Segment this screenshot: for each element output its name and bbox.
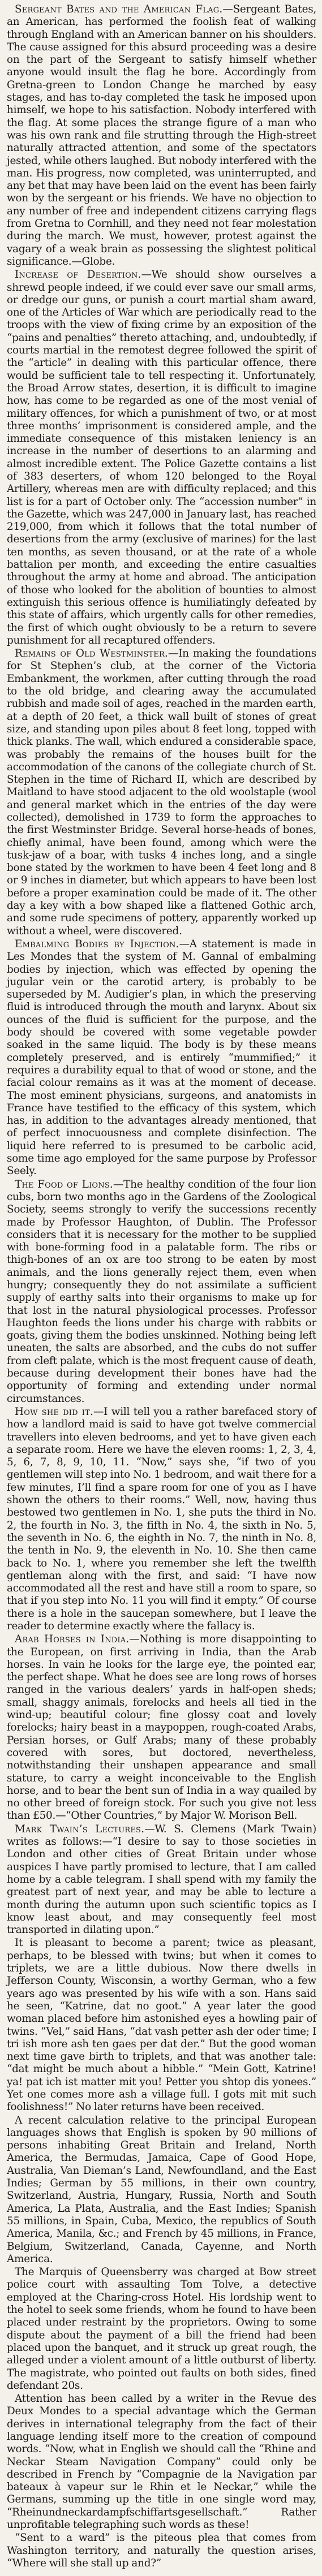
article-body: —I will tell you a rather barefaced story of how a landlord maid is said to have got twelve commercial travellers into eleven bedrooms, and yet to have given each a separate room. Here we have the eleven rooms: 1, 2, 3, 4, 5, 6, 7, 8, 9, 10, 11. “Now,” says she, “if two of you gentlemen will step into No. 1 bedroom, and wait there for a few minutes, I’ll find a spare room for one of you as I have shown the others to their rooms.” Well, now, having thus bestowed two gentlemen in No. 1, she puts the third in No. 2, the fourth in No. 3, the fifth in No. 4, the sixth in No. 5, the seventh in No. 6, the eighth in No. 7, the ninth in No. 8, the tenth in No. 9, the eleventh in No. 10. She then came back to No. 1, where you remember she left the twelfth gentleman along with the first, and said: “I have now accommodated all the rest and have still a room to spare, so that if you step into No. 11 you will find it empty.” Of course there is a hole in the saucepan somewhere, but I leave the reader to determine exactly where the fallacy is. [7, 1405, 316, 1632]
article-remains-of-old-westminster [7, 648, 316, 938]
article-body: —A statement is made in Les Mondes that the system of M. Gannal of embalming bodies by injection, which was effected by opening the jugular vein or the carotid artery, is probably to be superseded by M. Audigier’s plan, in which the preserving fluid is introduced through the mouth and larynx. About six ounces of the fluid is sufficient for the purpose, and the body should be covered with some vegetable powder soaked in the same liquid. The body is by these means completely preserved, and is entirely “mummified;” it requires a durability equal to that of wood or stone, and the facial colour remains as it was at the moment of decease. The most eminent physicians, surgeons, and anatomists in France have testified to the efficacy of this system, which has, in addition to the advantages already mentioned, that of perfect innocuousness and complete disinfection. The liquid here referred to is presumed to be carbolic acid, some time ago employed for the same purpose by Professor Seely. [7, 938, 316, 1177]
article-body: —W. S. Clemens (Mark Twain) writes as follows:—“I desire to say to those societies in London and other cities of Great Britain under whose auspices I have partly promised to lecture, that I am called home by a cable telegram. I shall spend with my family the greatest part of next year, and may be able to lecture a month during the autumn upon such scientific topics as I know least about, and may consequently feel most transported in dilating upon.” [7, 1823, 316, 1936]
article-heading: Increase of Desertion. [15, 269, 141, 281]
article-heading: Remains of Old Westminster. [15, 648, 169, 660]
article-body: —The healthy condition of the four lion cubs, born two months ago in the Gardens of the Zoological Society, seems strongly to verify the successions recently made by Professor Haughton, of Dublin. The Professor considers that it is necessary for the mother to be supplied with bone-forming food in a palatable form. The ribs or thigh-bones of an ox are too strong to be eaten by most animals, and the lions generally reject them, even when hungry; consequently they do not assimilate a sufficient supply of earthy salts into their organisms to make up for that lost in the natural physiological processes. Professor Haughton feeds the lions under his charge with rabbits or goats, giving them the bodies unskinned. Nothing being left uneaten, the salts are absorbed, and the cubs do not suffer from cleft palate, which is the most frequent cause of death, because during development their bones have had the opportunity of forming and extending under normal circumstances. [7, 1178, 316, 1405]
article-food-of-lions [7, 1179, 316, 1405]
article-heading: How she did it. [15, 1405, 93, 1418]
article-arab-horses [7, 1633, 316, 1822]
article-heading: Sergeant Bates and the American Flag. [15, 3, 223, 15]
article-mark-twain-lectures [7, 1823, 316, 1937]
article-heading: Arab Horses in India. [15, 1633, 130, 1646]
article-body: A recent calculation relative to the principal European languages shows that English is spoken by 90 millions of persons inhabiting Great Britain and Ireland, North America, the Bermudas, Jamaica, Cape of Good Hope, Australia, Van Dieman’s Land, Newfoundland, and the East Indies; German by 55 millions, in their own country, Switzerland, Austria, Hungary, Russia, North and South America, La Plata, Australia, and the East Indies; Spanish 55 millions, in Spain, Cuba, Mexico, the republics of South America, Manila, &c.; and French by 45 millions, in France, Belgium, Switzerland, Canada, Cayenne, and North America. [7, 2114, 316, 2265]
article-body: Attention has been called by a writer in the Revue des Deux Mondes to a special advantage which the German derives in international telegraphy from the fact of their language lending itself more to the creation of compound words. “Now, what in English we should call the “Rhine and Neckar Steam Navigation Company” could only be described in French by “Compagnie de la Navigation par bateaux à vapeur sur le Rhin et le Neckar,” while the Germans, summing up the title in one single word may, “Rheinundneckardampfschiffartsgesellschaft.” Rather unprofitable telegraphing such words as these! [7, 2393, 316, 2531]
article-heading: Embalming Bodies by Injection. [15, 938, 179, 950]
article-body: The Marquis of Queensberry was charged at Bow street police court with assaulting Tom Tolve, a detective employed at the Charing-cross Hotel. His lordship went to the hotel to seek some friends, whom he found to have been placed under restraint by the proprietors. Owing to some dispute about the payment of a bill the friend had been placed upon the banquet, and it struck up great rough, the alleged under a violent amount of a little outburst of liberty. The magistrate, who pointed out faults on both sides, fined defendant 20s. [7, 2266, 316, 2392]
article-increase-of-desertion [7, 269, 316, 647]
article-body: —Sergeant Bates, an American, has performed the foolish feat of walking through England with an American banner on his shoulders. The cause assigned for this absurd proceeding was a desire on the part of the Sergeant to satisfy himself whether anyone would insult the flag he bore. Accordingly from Gretna-green to London Change he marched by easy stages, and has to-day completed the task he imposed upon himself, we hope to his satisfaction. Nobody interfered with the flag. At some places the strange figure of a man who was his own rank and file strutting through the High-street naturally attracted attention, and some of the spectators jested, while others laughed. But nobody interfered with the man. His progress, now completed, was uninterrupted, and any bet that may have been laid on the event has been fairly won by the sergeant or his friends. We have no objection to any number of free and independent citizens carrying flags from Gretna to Cornhill, and they need not fear molestation during the march. We must, however, protest against the vagary of a weak brain as possessing the slightest political significance.—Globe. [7, 3, 317, 267]
article-triplets [7, 1937, 316, 2113]
article-how-she-did-it [7, 1406, 316, 1633]
article-marquis-of-queensberry [7, 2266, 316, 2392]
article-embalming-bodies [7, 938, 316, 1178]
article-washington-territory [7, 2532, 316, 2570]
article-body: —We should show ourselves a shrewd people indeed, if we could ever save our small arms, or dredge our guns, or punish a court martial sham award, one of the Articles of War which are periodically read to the troops with the view of fixing crime by an exposition of the “pains and penalties” thereto attaching, and, undoubtedly, if courts martial in the remotest degree followed the spirit of the “article” in dealing with this particular offence, there would be sufficient tale to tell respecting it. Unfortunately, the Broad Arrow states, desertion, it is difficult to imagine how, has come to be regarded as one of the most venial of military offences, for which a punishment of two, or at most three months’ imprisonment is considered ample, and the immediate consequence of this mistaken leniency is an increase in the number of desertions to an alarming and almost incredible extent. The Police Gazette contains a list of 383 deserters, of whom 120 belonged to the Royal Artillery, whereas men are with difficulty replaced; and this list is for a part of October only. The “accession number” in the Gazette, which was 247,000 in January last, has reached 219,000, from which it follows that the total number of desertions from the army (exclusive of marines) for the last ten months, as seven thousand, or at the rate of a whole battalion per month, and exceeding the entire casualties throughout the army at home and abroad. The anticipation of those who looked for the abolition of bounties to almost extinguish this serious offence is humiliatingly defeated by this state of affairs, which urgently calls for other remedies, the first of which ought obviously to be a return to severe punishment for all recaptured offenders. [7, 269, 316, 646]
article-german-telegraphy [7, 2393, 316, 2531]
article-european-languages [7, 2115, 316, 2266]
article-body: —In making the foundations for St Stephen’s club, at the corner of the Victoria Embankment, the workmen, after cutting through the road to the old bridge, and clearing away the accumulated rubbish and made soil of ages, reached in the marden earth, at a depth of 20 feet, a thick wall built of stones of great size, and standing upon piles about 8 feet long, topped with thick planks. The wall, which endured a considerable space, was probably the remains of the houses built for the accommodation of the canons of the collegiate church of St. Stephen in the time of Richard II, which are described by Maitland to have stood adjacent to the old woolstaple (wool and general market which in the entries of the day were collected), demolished in 1739 to form the approaches to the first Westminster Bridge. Several horse-heads of bones, chiefly animal, have been found, among which were the tusk-jaw of a boar, with tusks 4 inches long, and a single bone stated by the workmen to have been 4 feet long and 8 or 9 inches in diameter, but which appears to have been lost before a proper examination could be made of it. The other day a key with a bow shaped like a flattened Gothic arch, and some rude specimens of pottery, apparently worked up without a wheel, were discovered. [7, 648, 316, 937]
article-body: —Nothing is more disappointing to the European, on first arriving in India, than the Arab horses. In vain he looks for the large eye, the pointed ear, the perfect shape. What he does see are long rows of horses ranged in the various dealers’ yards in half-open sheds; small, shaggy animals, forelocks and heels all tied in the wind-up; beautiful colour; fine glossy coat and lovely forelocks; hairy beast in a maypoppen, rough-coated Arabs, Persian horses, or Gulf Arabs; many of these probably covered with sores, but doctored, nevertheless, notwithstanding their unshapen appearance and small stature, to carry a weight inconceivable to the English horse, and to bear the bent sun of India in a way quailed by no other breed of foreign stock. For such you give not less than £50.—“Other Countries,” by Major W. Morison Bell. [7, 1633, 316, 1822]
article-body: It is pleasant to become a parent; twice as pleasant, perhaps, to be blessed with twins; but when it comes to triplets, we are a little dubious. Now there dwells in Jefferson County, Wisconsin, a worthy German, who a few years ago was presented by his wife with a son. Hans said he seen, “Katrine, dat no goot.” A year later the good woman placed before him astonished eyes a howling pair of twins. “Vel,” said Hans, “dat vash petter ash der oder time; I tri ish more ash ten gaes per dat der.” But the good woman next time gave birth to triplets, and that was another tale: “dat might be much about a hibble.” “Mein Gott, Katrine! ya! pat ich ist matter mit you! Petter you shtop dis yonees.” Yet one comes more ash a village full. I gots mit mit such foolishness!” No later returns have been received. [7, 1937, 316, 2113]
article-body: “Sent to a ward” is the piteous plea that comes from Washington territory, and naturally the question arises, “Where will she stall up and?” [7, 2532, 316, 2569]
article-heading: Mark Twain’s Lectures. [15, 1823, 145, 1835]
article-sergeant-bates [7, 3, 316, 268]
article-heading: The Food of Lions. [15, 1178, 113, 1190]
